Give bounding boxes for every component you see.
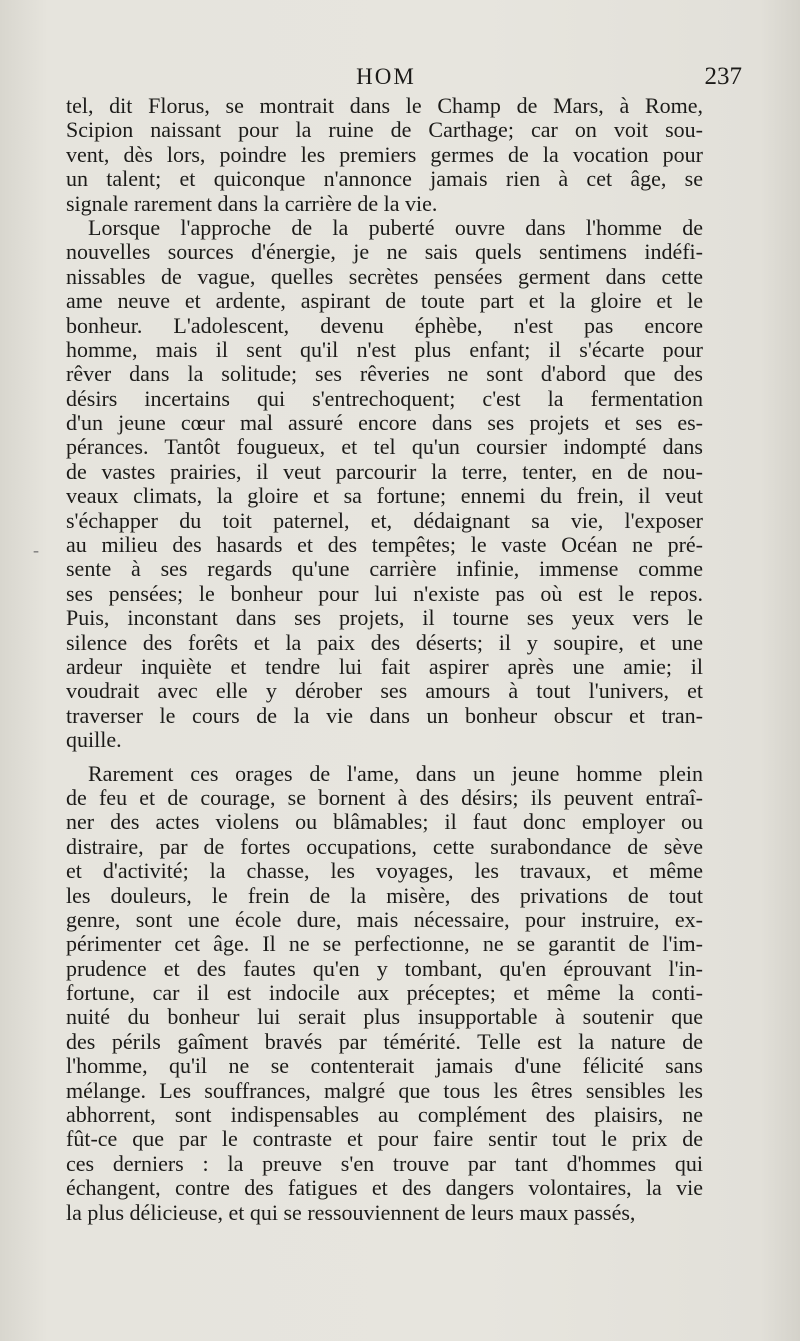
text-line: nissables de vague, quelles secrètes pensées germent dans cette	[66, 264, 703, 289]
text-line: nuité du bonheur lui serait plus insupportable à soutenir que	[66, 1005, 703, 1030]
text-line: abhorrent, sont indispensables au complément des plaisirs, ne	[66, 1103, 703, 1128]
page-number: 237	[704, 63, 742, 90]
paragraph	[66, 762, 703, 1225]
text-line: Puis, inconstant dans ses projets, il tourne ses yeux vers le	[66, 606, 703, 631]
text-line: échangent, contre des fatigues et des dangers volontaires, la vie	[66, 1176, 703, 1201]
text-line: Rarement ces orages de l'ame, dans un jeune homme plein	[88, 761, 703, 786]
text-line: nouvelles sources d'énergie, je ne sais quels sentimens indéfi-	[66, 240, 703, 265]
text-line: un talent; et quiconque n'annonce jamais rien à cet âge, se	[66, 167, 703, 192]
paragraph	[66, 94, 703, 216]
text-line: tel, dit Florus, se montrait dans le Champ de Mars, à Rome,	[66, 94, 703, 118]
text-line: d'un jeune cœur mal assuré encore dans ses projets et ses es-	[66, 411, 703, 436]
text-line: pérances. Tantôt fougueux, et tel qu'un coursier indompté dans	[66, 435, 703, 460]
text-line: l'homme, qu'il ne se contenterait jamais d'une félicité sans	[66, 1054, 703, 1079]
text-line: mélange. Les souffrances, malgré que tous les êtres sensibles les	[66, 1078, 703, 1103]
text-line: bonheur. L'adolescent, devenu éphèbe, n'est pas encore	[66, 313, 703, 338]
text-line: fortune, car il est indocile aux préceptes; et même la conti-	[66, 981, 703, 1006]
text-line: fût-ce que par le contraste et pour faire sentir tout le prix de	[66, 1127, 703, 1152]
text-line: au milieu des hasards et des tempêtes; le vaste Océan ne pré-	[66, 533, 703, 558]
text-line: de vastes prairies, il veut parcourir la terre, tenter, en de nou-	[66, 459, 703, 484]
text-line: vent, dès lors, poindre les premiers germes de la vocation pour	[66, 142, 703, 167]
paragraph	[66, 216, 703, 753]
text-line: ardeur inquiète et tendre lui fait aspirer après une amie; il	[66, 654, 703, 679]
text-line: désirs incertains qui s'entrechoquent; c'est la fermentation	[66, 386, 703, 411]
text-line: voudrait avec elle y dérober ses amours à tout l'univers, et	[66, 679, 703, 704]
body-text	[66, 94, 703, 1225]
text-line: périmenter cet âge. Il ne se perfectionne, ne se garantit de l'im-	[66, 932, 703, 957]
text-line: ame neuve et ardente, aspirant de toute part et la gloire et le	[66, 289, 703, 314]
text-line: traverser le cours de la vie dans un bonheur obscur et tran-	[66, 703, 703, 728]
running-head	[66, 60, 742, 94]
text-line: de feu et de courage, se bornent à des désirs; ils peuvent entraî-	[66, 785, 703, 810]
text-line: rêver dans la solitude; ses rêveries ne sont d'abord que des	[66, 362, 703, 387]
text-line: les douleurs, le frein de la misère, des privations de tout	[66, 883, 703, 908]
text-line: Scipion naissant pour la ruine de Carthage; car on voit sou-	[66, 118, 703, 143]
text-line: silence des forêts et la paix des déserts; il y soupire, et une	[66, 630, 703, 655]
text-line: Lorsque l'approche de la puberté ouvre dans l'homme de	[88, 215, 703, 240]
text-line: la plus délicieuse, et qui se ressouviennent de leurs maux passés,	[66, 1200, 636, 1225]
text-line: ces derniers : la preuve s'en trouve par tant d'hommes qui	[66, 1151, 703, 1176]
text-line: distraire, par de fortes occupations, cette surabondance de sève	[66, 834, 703, 859]
text-line: quille.	[66, 728, 122, 753]
text-line: signale rarement dans la carrière de la vie.	[66, 191, 438, 216]
text-line: prudence et des fautes qu'en y tombant, qu'en éprouvant l'in-	[66, 956, 703, 981]
running-head-title: HOM	[356, 64, 416, 89]
text-line: ner des actes violens ou blâmables; il faut donc employer ou	[66, 810, 703, 835]
text-line: ses pensées; le bonheur pour lui n'existe pas où est le repos.	[66, 581, 703, 606]
text-line: sente à ses regards qu'une carrière infinie, immense comme	[66, 557, 703, 582]
text-line: genre, sont une école dure, mais nécessaire, pour instruire, ex-	[66, 907, 703, 932]
text-line: s'échapper du toit paternel, et, dédaignant sa vie, l'exposer	[66, 508, 703, 533]
text-line: veaux climats, la gloire et sa fortune; ennemi du frein, il veut	[66, 484, 703, 509]
text-line: et d'activité; la chasse, les voyages, les travaux, et même	[66, 859, 703, 884]
text-line: homme, mais il sent qu'il n'est plus enfant; il s'écarte pour	[66, 337, 703, 362]
text-line: des périls gaîment bravés par témérité. Telle est la nature de	[66, 1029, 703, 1054]
margin-mark: -	[33, 540, 39, 560]
